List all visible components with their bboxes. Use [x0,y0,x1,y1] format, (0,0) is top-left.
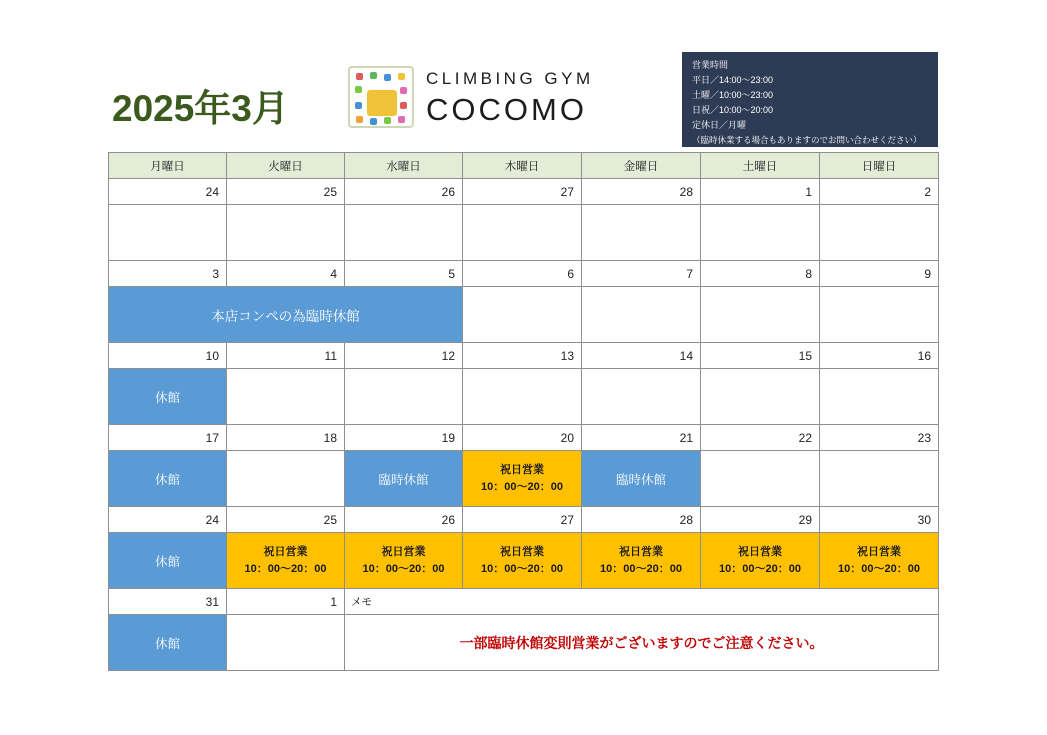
day-number: 1 [701,179,820,205]
day-number: 31 [109,589,227,615]
day-number: 25 [227,507,345,533]
event-cell [463,205,582,261]
event-cell-holiday-open [463,451,582,507]
calendar-event-row [109,533,939,589]
event-cell-holiday-open [701,533,820,589]
event-cell-closed-competition [109,287,463,343]
event-cell-closed [109,615,227,671]
event-cell [701,287,820,343]
event-text: 祝日営業 10：00〜20：00 [244,545,327,575]
weekday-header-row [109,153,939,179]
event-cell-temp-closed [582,451,701,507]
day-number: 10 [109,343,227,369]
brand-wordmark [426,70,594,125]
brand-line-1: CLIMBING GYM [426,68,594,88]
calendar-last-event-row [109,615,939,671]
event-cell [227,451,345,507]
day-number: 20 [463,425,582,451]
event-text: 休館 [154,472,180,487]
weekday-header-tue: 火曜日 [227,153,345,179]
event-cell [582,205,701,261]
day-number: 2 [820,179,939,205]
weekday-header-sun: 日曜日 [820,153,939,179]
hours-title: 営業時間 [692,60,729,70]
business-hours-box [682,52,938,147]
event-text: 休館 [154,554,180,569]
hours-weekday: 平日／14:00〜23:00 [692,75,774,85]
day-number: 22 [701,425,820,451]
day-number: 26 [345,507,463,533]
day-number: 30 [820,507,939,533]
event-cell [227,369,345,425]
day-number: 28 [582,179,701,205]
event-cell-holiday-open [345,533,463,589]
event-text: 祝日営業 10：00〜20：00 [838,545,920,575]
day-number: 11 [227,343,345,369]
event-cell-holiday-open [582,533,701,589]
day-number: 5 [345,261,463,287]
calendar-body [109,179,939,671]
day-number: 26 [345,179,463,205]
day-number: 19 [345,425,463,451]
day-number: 3 [109,261,227,287]
event-text: 祝日営業 10：00〜20：00 [600,545,682,575]
event-cell [227,615,345,671]
calendar-event-row [109,369,939,425]
event-cell [463,369,582,425]
event-text: 本店コンペの為臨時休館 [211,308,360,324]
weekday-header-wed: 水曜日 [345,153,463,179]
event-cell [820,369,939,425]
day-number: 21 [582,425,701,451]
day-number: 24 [109,179,227,205]
day-number: 18 [227,425,345,451]
event-cell [701,369,820,425]
brand-line-2: COCOMO [426,91,587,127]
day-number: 15 [701,343,820,369]
hours-saturday: 土曜／10:00〜23:00 [692,90,774,100]
weekday-header-fri: 金曜日 [582,153,701,179]
day-number: 16 [820,343,939,369]
calendar-event-row [109,205,939,261]
day-number: 27 [463,179,582,205]
day-number: 17 [109,425,227,451]
event-cell [109,205,227,261]
event-cell [345,369,463,425]
hours-sunday-holiday: 日祝／10:00〜20:00 [692,105,774,115]
brand-logo [348,66,594,128]
calendar-last-daynum-row [109,589,939,615]
event-cell-closed [109,533,227,589]
event-text: 臨時休館 [378,472,429,487]
event-text: 祝日営業 10：00〜20：00 [362,545,445,575]
event-cell-temp-closed [345,451,463,507]
hours-note: （臨時休業する場合もありますのでお問い合わせください） [692,135,922,145]
event-cell [820,205,939,261]
day-number: 14 [582,343,701,369]
day-number: 27 [463,507,582,533]
event-cell-closed [109,451,227,507]
event-cell [820,287,939,343]
day-number: 6 [463,261,582,287]
event-cell [701,205,820,261]
day-number: 9 [820,261,939,287]
calendar-daynum-row [109,507,939,533]
calendar-daynum-row [109,179,939,205]
event-text: 休館 [154,636,180,651]
event-cell [820,451,939,507]
calendar-event-row [109,287,939,343]
calendar-event-row [109,451,939,507]
calendar-daynum-row [109,343,939,369]
event-cell-holiday-open [463,533,582,589]
calendar-daynum-row [109,261,939,287]
weekday-header-sat: 土曜日 [701,153,820,179]
weekday-header-thu: 木曜日 [463,153,582,179]
event-text: 祝日営業 10：00〜20：00 [481,463,563,493]
event-cell [582,287,701,343]
event-cell-holiday-open [820,533,939,589]
hours-closed-day: 定休日／月曜 [692,120,747,130]
day-number: 12 [345,343,463,369]
day-number: 29 [701,507,820,533]
event-text: 祝日営業 10：00〜20：00 [719,545,801,575]
day-number: 1 [227,589,345,615]
page-header [0,0,1047,150]
event-text: 臨時休館 [615,472,666,487]
event-cell [463,287,582,343]
day-number: 8 [701,261,820,287]
memo-label: メモ [345,589,939,615]
page-title: 2025年3月 [112,88,289,129]
climbing-wall-icon [348,66,414,128]
monthly-calendar [108,152,939,671]
memo-notice: 一部臨時休館変則営業がございますのでご注意ください。 [345,615,939,671]
event-cell [582,369,701,425]
day-number: 28 [582,507,701,533]
day-number: 25 [227,179,345,205]
event-cell [701,451,820,507]
event-text: 祝日営業 10：00〜20：00 [481,545,563,575]
day-number: 24 [109,507,227,533]
calendar-daynum-row [109,425,939,451]
event-text: 休館 [154,390,180,405]
event-cell-holiday-open [227,533,345,589]
day-number: 4 [227,261,345,287]
event-cell [227,205,345,261]
weekday-header-mon: 月曜日 [109,153,227,179]
day-number: 13 [463,343,582,369]
event-cell [345,205,463,261]
day-number: 23 [820,425,939,451]
day-number: 7 [582,261,701,287]
event-cell-closed [109,369,227,425]
